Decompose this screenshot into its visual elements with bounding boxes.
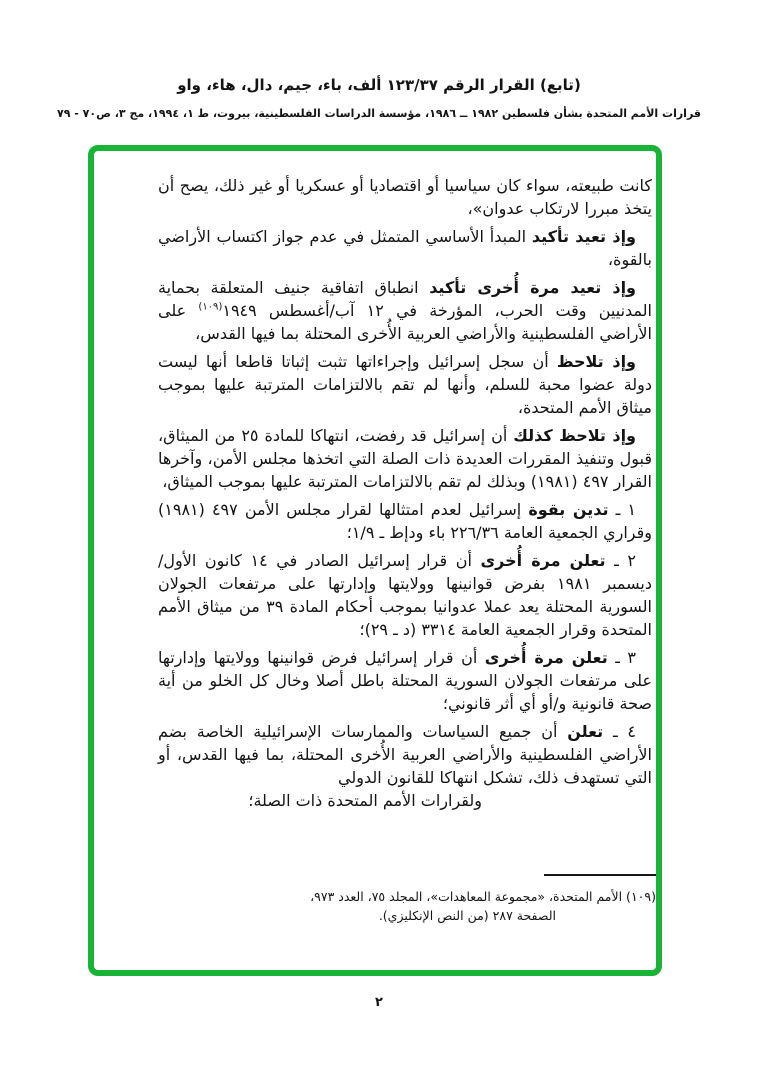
footnote-separator	[544, 874, 656, 876]
paragraph-text: انطباق اتفاقية جنيف المتعلقة بحماية المدنيين وقت الحرب، المؤرخة في ١٢ آب/أغسطس ١٩٤٩	[158, 278, 653, 320]
operative-item-2	[158, 549, 652, 641]
item-text: أن جميع السياسات والممارسات الإسرائيلية الخاصة بضم الأراضي الفلسطينية والأراضي العربية الأُخرى المحتلة، بما فيها القدس، أو التي تستهدف ذلك، تشكل انتهاكا للقانون الدولي	[158, 722, 652, 787]
document-title: (تابع) القرار الرقم ١٢٣/٣٧ ألف، باء، جيم، دال، هاء، واو	[177, 76, 581, 94]
paragraph-lead: وإذ تلاحظ كذلك	[513, 426, 636, 445]
body-paragraph-5	[158, 424, 652, 493]
resolution-text	[158, 174, 652, 817]
item-number: ٤ ـ	[603, 722, 637, 741]
item-text: أن قرار إسرائيل الصادر في ١٤ كانون الأول/ديسمبر ١٩٨١ بفرض قوانينها وولايتها وإدارتها على مرتفعات الجولان السورية المحتلة يعد عملا عدوانيا بموجب أحكام المادة ٣٩ من ميثاق الأمم المتحدة وقرار الجمعية العامة ٣٣١٤ (د ـ ٢٩)؛	[158, 551, 653, 639]
footnote-line-2: الصفحة ٢٨٧ (من النص الإنكليزي).	[378, 908, 556, 923]
item-text: أن قرار إسرائيل فرض قوانينها وولايتها وإدارتها على مرتفعات الجولان السورية المحتلة باطل أصلا وخال كل الخلو من أية صحة قانونية و/أو أي أثر قانوني؛	[158, 648, 652, 713]
paragraph-lead: وإذ تلاحظ	[556, 352, 636, 371]
paragraph-text: أن سجل إسرائيل وإجراءاتها تثبت إثباتا قاطعا أنها ليست دولة عضوا محبة للسلم، وأنها لم تقم بالالتزامات المترتبة عليها بموجب ميثاق الأمم المتحدة،	[158, 352, 652, 417]
item-text: إسرائيل لعدم امتثالها لقرار مجلس الأمن ٤٩٧ (١٩٨١) وقراري الجمعية العامة ٢٢٦/٣٦ باء ودإط ـ ١/٩؛	[158, 500, 652, 542]
operative-item-4	[158, 720, 652, 812]
body-paragraph-3	[158, 276, 652, 345]
item-last-line: ولقرارات الأمم المتحدة ذات الصلة؛	[248, 791, 482, 810]
operative-item-1	[158, 498, 652, 544]
item-lead: تعلن مرة أُخرى	[484, 648, 608, 667]
paragraph-lead: وإذ تعيد مرة أُخرى تأكيد	[429, 278, 637, 297]
paragraph-lead: وإذ تعيد تأكيد	[531, 227, 636, 246]
body-paragraph-2	[158, 225, 652, 271]
document-source-citation: قرارات الأمم المتحدة بشأن فلسطين ١٩٨٢ ــ ١٩٨٦، مؤسسة الدراسات الفلسطينية، بيروت، ط ١، ١٩٩٤، مج ٣، ص٧٠ - ٧٩	[56, 107, 702, 120]
footnote	[158, 874, 656, 925]
paragraph-text: المبدأ الأساسي المتمثل في عدم جواز اكتساب الأراضي بالقوة،	[158, 227, 652, 269]
body-paragraph-4	[158, 350, 652, 419]
item-lead: تعلن	[567, 722, 604, 741]
item-number: ٣ ـ	[607, 648, 637, 667]
page-number: ٢	[375, 995, 383, 1010]
footnote-line-1: (١٠٩) الأمم المتحدة، «مجموعة المعاهدات»، المجلد ٧٥، العدد ٩٧٣،	[310, 889, 656, 904]
item-number: ٢ ـ	[605, 551, 637, 570]
body-paragraph-1	[158, 174, 652, 220]
paragraph-text: كانت طبيعته، سواء كان سياسيا أو اقتصاديا أو عسكريا أو غير ذلك، يصح أن يتخذ مبررا لارتكاب عدوان»،	[158, 176, 652, 218]
item-number: ١ ـ	[608, 500, 636, 519]
paragraph-text: أن إسرائيل قد رفضت، انتهاكا للمادة ٢٥ من الميثاق، قبول وتنفيذ المقررات العديدة ذات الصلة التي اتخذها مجلس الأمن، وآخرها القرار ٤٩٧ (١٩٨١) وبذلك لم تقم بالالتزامات المترتبة عليها بموجب الميثاق،	[158, 426, 652, 491]
item-lead: تعلن مرة أُخرى	[480, 551, 606, 570]
paragraph-text: على الأراضي الفلسطينية والأراضي العربية الأُخرى المحتلة بما فيها القدس،	[158, 301, 652, 343]
footnote-reference: (١٠٩)	[198, 301, 223, 313]
item-lead: تدين بقوة	[528, 500, 609, 519]
operative-item-3	[158, 646, 652, 715]
